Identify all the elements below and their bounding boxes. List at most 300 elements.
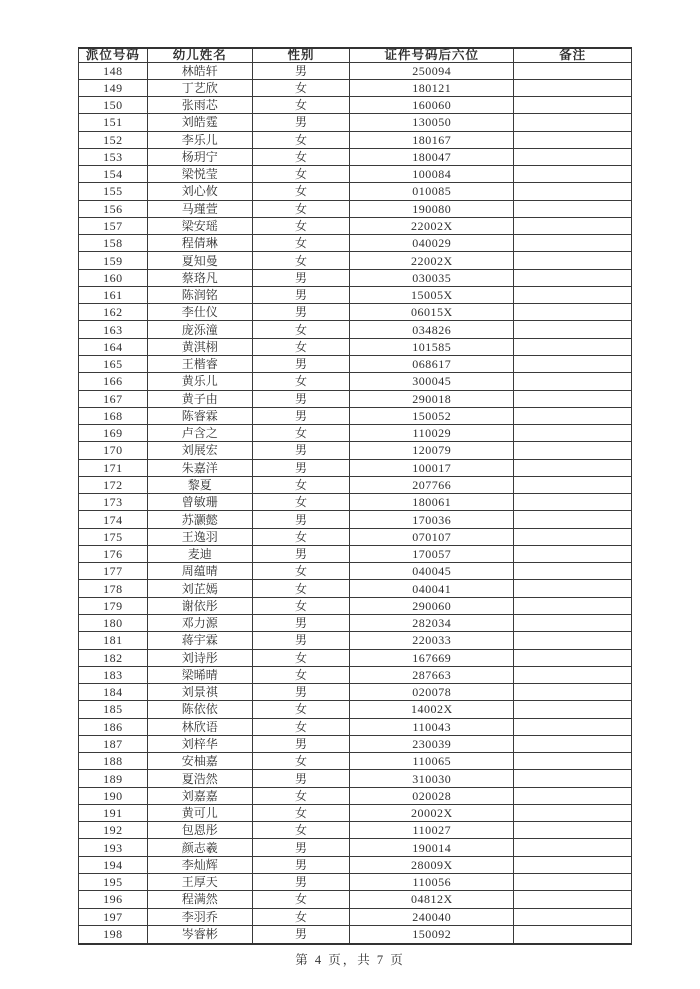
cell-gender: 女: [252, 373, 350, 390]
cell-gender: 女: [252, 183, 350, 200]
cell-child-name: 蔡珞凡: [147, 269, 252, 286]
cell-remarks: [514, 563, 632, 580]
cell-seat-number: 156: [79, 200, 148, 217]
cell-child-name: 李乐儿: [147, 131, 252, 148]
table-row: [79, 114, 632, 131]
cell-remarks: [514, 545, 632, 562]
table-row: [79, 891, 632, 908]
cell-seat-number: 189: [79, 770, 148, 787]
cell-gender: 女: [252, 787, 350, 804]
cell-remarks: [514, 269, 632, 286]
table-row: [79, 338, 632, 355]
cell-gender: 男: [252, 114, 350, 131]
cell-child-name: 丁艺欣: [147, 79, 252, 96]
cell-seat-number: 175: [79, 528, 148, 545]
cell-gender: 女: [252, 166, 350, 183]
cell-child-name: 黄子由: [147, 390, 252, 407]
cell-seat-number: 181: [79, 632, 148, 649]
cell-child-name: 包恩彤: [147, 822, 252, 839]
cell-id-last-six: 010085: [350, 183, 514, 200]
cell-child-name: 邓力源: [147, 615, 252, 632]
cell-remarks: [514, 632, 632, 649]
header-gender: 性别: [252, 48, 350, 62]
cell-gender: 男: [252, 304, 350, 321]
cell-child-name: 程满然: [147, 891, 252, 908]
cell-seat-number: 196: [79, 891, 148, 908]
table-row: [79, 908, 632, 925]
cell-id-last-six: 160060: [350, 97, 514, 114]
cell-gender: 女: [252, 908, 350, 925]
cell-child-name: 王楷睿: [147, 356, 252, 373]
table-row: [79, 684, 632, 701]
cell-id-last-six: 06015X: [350, 304, 514, 321]
cell-gender: 男: [252, 545, 350, 562]
cell-seat-number: 183: [79, 666, 148, 683]
table-row: [79, 286, 632, 303]
table-row: [79, 269, 632, 286]
cell-child-name: 黄淇栩: [147, 338, 252, 355]
cell-seat-number: 150: [79, 97, 148, 114]
cell-remarks: [514, 131, 632, 148]
cell-seat-number: 190: [79, 787, 148, 804]
table-row: [79, 494, 632, 511]
cell-seat-number: 169: [79, 425, 148, 442]
cell-child-name: 周蕴晴: [147, 563, 252, 580]
cell-seat-number: 170: [79, 442, 148, 459]
cell-child-name: 苏灏懿: [147, 511, 252, 528]
cell-seat-number: 172: [79, 476, 148, 493]
cell-seat-number: 178: [79, 580, 148, 597]
table-row: [79, 62, 632, 79]
cell-gender: 女: [252, 891, 350, 908]
cell-seat-number: 168: [79, 407, 148, 424]
cell-id-last-six: 20002X: [350, 804, 514, 821]
cell-child-name: 夏浩然: [147, 770, 252, 787]
cell-gender: 女: [252, 804, 350, 821]
cell-gender: 男: [252, 873, 350, 890]
table-row: [79, 545, 632, 562]
table-row: [79, 252, 632, 269]
table-row: [79, 476, 632, 493]
cell-id-last-six: 22002X: [350, 217, 514, 234]
cell-gender: 女: [252, 476, 350, 493]
cell-seat-number: 163: [79, 321, 148, 338]
cell-remarks: [514, 856, 632, 873]
cell-child-name: 黄可儿: [147, 804, 252, 821]
table-row: [79, 804, 632, 821]
cell-id-last-six: 180167: [350, 131, 514, 148]
cell-seat-number: 157: [79, 217, 148, 234]
cell-gender: 女: [252, 148, 350, 165]
cell-remarks: [514, 304, 632, 321]
table-row: [79, 235, 632, 252]
table-row: [79, 735, 632, 752]
cell-id-last-six: 287663: [350, 666, 514, 683]
cell-child-name: 张雨芯: [147, 97, 252, 114]
cell-remarks: [514, 873, 632, 890]
cell-id-last-six: 110056: [350, 873, 514, 890]
cell-gender: 男: [252, 511, 350, 528]
table-row: [79, 97, 632, 114]
cell-id-last-six: 100084: [350, 166, 514, 183]
cell-remarks: [514, 183, 632, 200]
cell-seat-number: 182: [79, 649, 148, 666]
cell-seat-number: 166: [79, 373, 148, 390]
cell-id-last-six: 230039: [350, 735, 514, 752]
cell-id-last-six: 14002X: [350, 701, 514, 718]
cell-id-last-six: 150092: [350, 925, 514, 944]
cell-remarks: [514, 753, 632, 770]
cell-remarks: [514, 770, 632, 787]
cell-remarks: [514, 891, 632, 908]
cell-gender: 女: [252, 528, 350, 545]
cell-seat-number: 198: [79, 925, 148, 944]
cell-gender: 男: [252, 459, 350, 476]
cell-id-last-six: 150052: [350, 407, 514, 424]
cell-remarks: [514, 615, 632, 632]
cell-id-last-six: 310030: [350, 770, 514, 787]
cell-child-name: 李灿辉: [147, 856, 252, 873]
cell-id-last-six: 207766: [350, 476, 514, 493]
cell-id-last-six: 180047: [350, 148, 514, 165]
cell-remarks: [514, 822, 632, 839]
cell-remarks: [514, 79, 632, 96]
cell-child-name: 庞泺潼: [147, 321, 252, 338]
cell-gender: 男: [252, 390, 350, 407]
cell-seat-number: 153: [79, 148, 148, 165]
cell-gender: 男: [252, 269, 350, 286]
table-row: [79, 321, 632, 338]
cell-seat-number: 149: [79, 79, 148, 96]
cell-seat-number: 193: [79, 839, 148, 856]
cell-seat-number: 155: [79, 183, 148, 200]
cell-id-last-six: 110029: [350, 425, 514, 442]
cell-remarks: [514, 356, 632, 373]
cell-remarks: [514, 839, 632, 856]
cell-gender: 男: [252, 442, 350, 459]
cell-remarks: [514, 735, 632, 752]
table-row: [79, 649, 632, 666]
cell-id-last-six: 22002X: [350, 252, 514, 269]
cell-gender: 男: [252, 684, 350, 701]
cell-seat-number: 191: [79, 804, 148, 821]
cell-seat-number: 148: [79, 62, 148, 79]
cell-child-name: 王厚天: [147, 873, 252, 890]
table-row: [79, 528, 632, 545]
cell-child-name: 刘景祺: [147, 684, 252, 701]
cell-seat-number: 152: [79, 131, 148, 148]
cell-child-name: 安柚嘉: [147, 753, 252, 770]
cell-id-last-six: 04812X: [350, 891, 514, 908]
cell-id-last-six: 15005X: [350, 286, 514, 303]
cell-id-last-six: 290018: [350, 390, 514, 407]
header-remarks: 备注: [514, 48, 632, 62]
cell-child-name: 李羽乔: [147, 908, 252, 925]
table-row: [79, 701, 632, 718]
cell-gender: 女: [252, 718, 350, 735]
header-id-last-six: 证件号码后六位: [350, 48, 514, 62]
cell-gender: 女: [252, 252, 350, 269]
cell-id-last-six: 250094: [350, 62, 514, 79]
cell-seat-number: 162: [79, 304, 148, 321]
table-row: [79, 925, 632, 944]
cell-child-name: 林皓轩: [147, 62, 252, 79]
cell-remarks: [514, 718, 632, 735]
cell-seat-number: 165: [79, 356, 148, 373]
cell-remarks: [514, 217, 632, 234]
table-row: [79, 873, 632, 890]
table-row: [79, 131, 632, 148]
cell-seat-number: 195: [79, 873, 148, 890]
cell-id-last-six: 190080: [350, 200, 514, 217]
cell-id-last-six: 120079: [350, 442, 514, 459]
cell-gender: 女: [252, 563, 350, 580]
table-row: [79, 79, 632, 96]
cell-child-name: 朱嘉洋: [147, 459, 252, 476]
cell-id-last-six: 180121: [350, 79, 514, 96]
cell-id-last-six: 040045: [350, 563, 514, 580]
cell-id-last-six: 170036: [350, 511, 514, 528]
cell-gender: 女: [252, 666, 350, 683]
cell-remarks: [514, 494, 632, 511]
cell-seat-number: 176: [79, 545, 148, 562]
cell-child-name: 谢依彤: [147, 597, 252, 614]
cell-gender: 女: [252, 494, 350, 511]
table-row: [79, 856, 632, 873]
cell-child-name: 刘芷嫣: [147, 580, 252, 597]
cell-child-name: 卢含之: [147, 425, 252, 442]
cell-seat-number: 164: [79, 338, 148, 355]
table-row: [79, 407, 632, 424]
cell-id-last-six: 282034: [350, 615, 514, 632]
cell-child-name: 梁安瑶: [147, 217, 252, 234]
table-row: [79, 166, 632, 183]
cell-child-name: 王逸羽: [147, 528, 252, 545]
cell-seat-number: 167: [79, 390, 148, 407]
cell-remarks: [514, 666, 632, 683]
cell-remarks: [514, 235, 632, 252]
cell-id-last-six: 030035: [350, 269, 514, 286]
cell-gender: 女: [252, 200, 350, 217]
cell-id-last-six: 101585: [350, 338, 514, 355]
cell-child-name: 马瑾萱: [147, 200, 252, 217]
table-row: [79, 511, 632, 528]
cell-remarks: [514, 390, 632, 407]
cell-child-name: 陈润铭: [147, 286, 252, 303]
cell-gender: 女: [252, 649, 350, 666]
cell-child-name: 刘诗彤: [147, 649, 252, 666]
table-row: [79, 442, 632, 459]
cell-gender: 男: [252, 615, 350, 632]
table-row: [79, 822, 632, 839]
cell-gender: 女: [252, 425, 350, 442]
cell-id-last-six: 190014: [350, 839, 514, 856]
cell-gender: 男: [252, 925, 350, 944]
cell-gender: 男: [252, 407, 350, 424]
table-row: [79, 753, 632, 770]
table-row: [79, 217, 632, 234]
cell-seat-number: 197: [79, 908, 148, 925]
cell-remarks: [514, 908, 632, 925]
cell-id-last-six: 100017: [350, 459, 514, 476]
cell-seat-number: 184: [79, 684, 148, 701]
cell-remarks: [514, 286, 632, 303]
table-row: [79, 615, 632, 632]
cell-child-name: 夏知曼: [147, 252, 252, 269]
table-row: [79, 425, 632, 442]
table-row: [79, 839, 632, 856]
cell-child-name: 刘皓霆: [147, 114, 252, 131]
cell-remarks: [514, 580, 632, 597]
cell-child-name: 黎夏: [147, 476, 252, 493]
cell-remarks: [514, 338, 632, 355]
cell-remarks: [514, 528, 632, 545]
cell-gender: 女: [252, 580, 350, 597]
cell-remarks: [514, 200, 632, 217]
cell-gender: 男: [252, 356, 350, 373]
cell-id-last-six: 170057: [350, 545, 514, 562]
table-row: [79, 770, 632, 787]
cell-gender: 男: [252, 770, 350, 787]
table-row: [79, 373, 632, 390]
cell-seat-number: 194: [79, 856, 148, 873]
cell-remarks: [514, 787, 632, 804]
cell-seat-number: 188: [79, 753, 148, 770]
cell-seat-number: 180: [79, 615, 148, 632]
cell-child-name: 刘梓华: [147, 735, 252, 752]
cell-seat-number: 159: [79, 252, 148, 269]
cell-seat-number: 154: [79, 166, 148, 183]
cell-seat-number: 158: [79, 235, 148, 252]
cell-remarks: [514, 148, 632, 165]
cell-remarks: [514, 476, 632, 493]
cell-id-last-six: 130050: [350, 114, 514, 131]
table-row: [79, 563, 632, 580]
cell-gender: 男: [252, 839, 350, 856]
cell-gender: 男: [252, 735, 350, 752]
cell-id-last-six: 070107: [350, 528, 514, 545]
cell-child-name: 陈睿霖: [147, 407, 252, 424]
cell-remarks: [514, 166, 632, 183]
table-row: [79, 200, 632, 217]
table-row: [79, 459, 632, 476]
table-row: [79, 787, 632, 804]
cell-id-last-six: 220033: [350, 632, 514, 649]
cell-child-name: 刘展宏: [147, 442, 252, 459]
cell-child-name: 陈依依: [147, 701, 252, 718]
cell-remarks: [514, 321, 632, 338]
cell-gender: 男: [252, 62, 350, 79]
cell-child-name: 曾敏珊: [147, 494, 252, 511]
cell-seat-number: 179: [79, 597, 148, 614]
cell-seat-number: 174: [79, 511, 148, 528]
cell-child-name: 黄乐儿: [147, 373, 252, 390]
cell-child-name: 刘心攸: [147, 183, 252, 200]
cell-child-name: 林欣语: [147, 718, 252, 735]
cell-child-name: 杨玥宁: [147, 148, 252, 165]
cell-remarks: [514, 97, 632, 114]
cell-remarks: [514, 597, 632, 614]
cell-id-last-six: 068617: [350, 356, 514, 373]
table-row: [79, 356, 632, 373]
cell-seat-number: 161: [79, 286, 148, 303]
cell-gender: 女: [252, 822, 350, 839]
cell-gender: 女: [252, 79, 350, 96]
cell-child-name: 岑睿彬: [147, 925, 252, 944]
cell-remarks: [514, 442, 632, 459]
cell-remarks: [514, 511, 632, 528]
cell-child-name: 梁晞晴: [147, 666, 252, 683]
cell-id-last-six: 040029: [350, 235, 514, 252]
cell-gender: 女: [252, 131, 350, 148]
cell-gender: 女: [252, 753, 350, 770]
cell-remarks: [514, 114, 632, 131]
cell-gender: 男: [252, 632, 350, 649]
cell-gender: 男: [252, 856, 350, 873]
cell-remarks: [514, 425, 632, 442]
cell-child-name: 麦迪: [147, 545, 252, 562]
cell-id-last-six: 020028: [350, 787, 514, 804]
cell-child-name: 梁悦莹: [147, 166, 252, 183]
cell-id-last-six: 300045: [350, 373, 514, 390]
cell-remarks: [514, 925, 632, 944]
table-row: [79, 632, 632, 649]
cell-gender: 女: [252, 97, 350, 114]
cell-child-name: 刘嘉嘉: [147, 787, 252, 804]
cell-seat-number: 185: [79, 701, 148, 718]
table-row: [79, 580, 632, 597]
cell-gender: 女: [252, 597, 350, 614]
cell-seat-number: 160: [79, 269, 148, 286]
cell-id-last-six: 240040: [350, 908, 514, 925]
cell-seat-number: 192: [79, 822, 148, 839]
page-number-footer: 第 4 页，共 7 页: [295, 953, 405, 967]
cell-gender: 男: [252, 286, 350, 303]
cell-remarks: [514, 252, 632, 269]
cell-child-name: 蒋宇霖: [147, 632, 252, 649]
cell-seat-number: 151: [79, 114, 148, 131]
cell-id-last-six: 020078: [350, 684, 514, 701]
cell-gender: 女: [252, 217, 350, 234]
cell-child-name: 李仕仪: [147, 304, 252, 321]
cell-child-name: 程倩琳: [147, 235, 252, 252]
cell-remarks: [514, 684, 632, 701]
cell-id-last-six: 167669: [350, 649, 514, 666]
cell-remarks: [514, 804, 632, 821]
cell-id-last-six: 034826: [350, 321, 514, 338]
cell-id-last-six: 040041: [350, 580, 514, 597]
cell-id-last-six: 290060: [350, 597, 514, 614]
cell-gender: 女: [252, 338, 350, 355]
table-row: [79, 718, 632, 735]
cell-seat-number: 173: [79, 494, 148, 511]
cell-seat-number: 187: [79, 735, 148, 752]
cell-gender: 女: [252, 235, 350, 252]
cell-id-last-six: 110027: [350, 822, 514, 839]
cell-seat-number: 171: [79, 459, 148, 476]
cell-remarks: [514, 459, 632, 476]
header-child-name: 幼儿姓名: [147, 48, 252, 62]
cell-gender: 女: [252, 321, 350, 338]
table-header-row: [79, 48, 632, 62]
table-row: [79, 666, 632, 683]
cell-id-last-six: 28009X: [350, 856, 514, 873]
cell-seat-number: 177: [79, 563, 148, 580]
cell-remarks: [514, 701, 632, 718]
cell-remarks: [514, 407, 632, 424]
cell-child-name: 颜志羲: [147, 839, 252, 856]
cell-id-last-six: 180061: [350, 494, 514, 511]
